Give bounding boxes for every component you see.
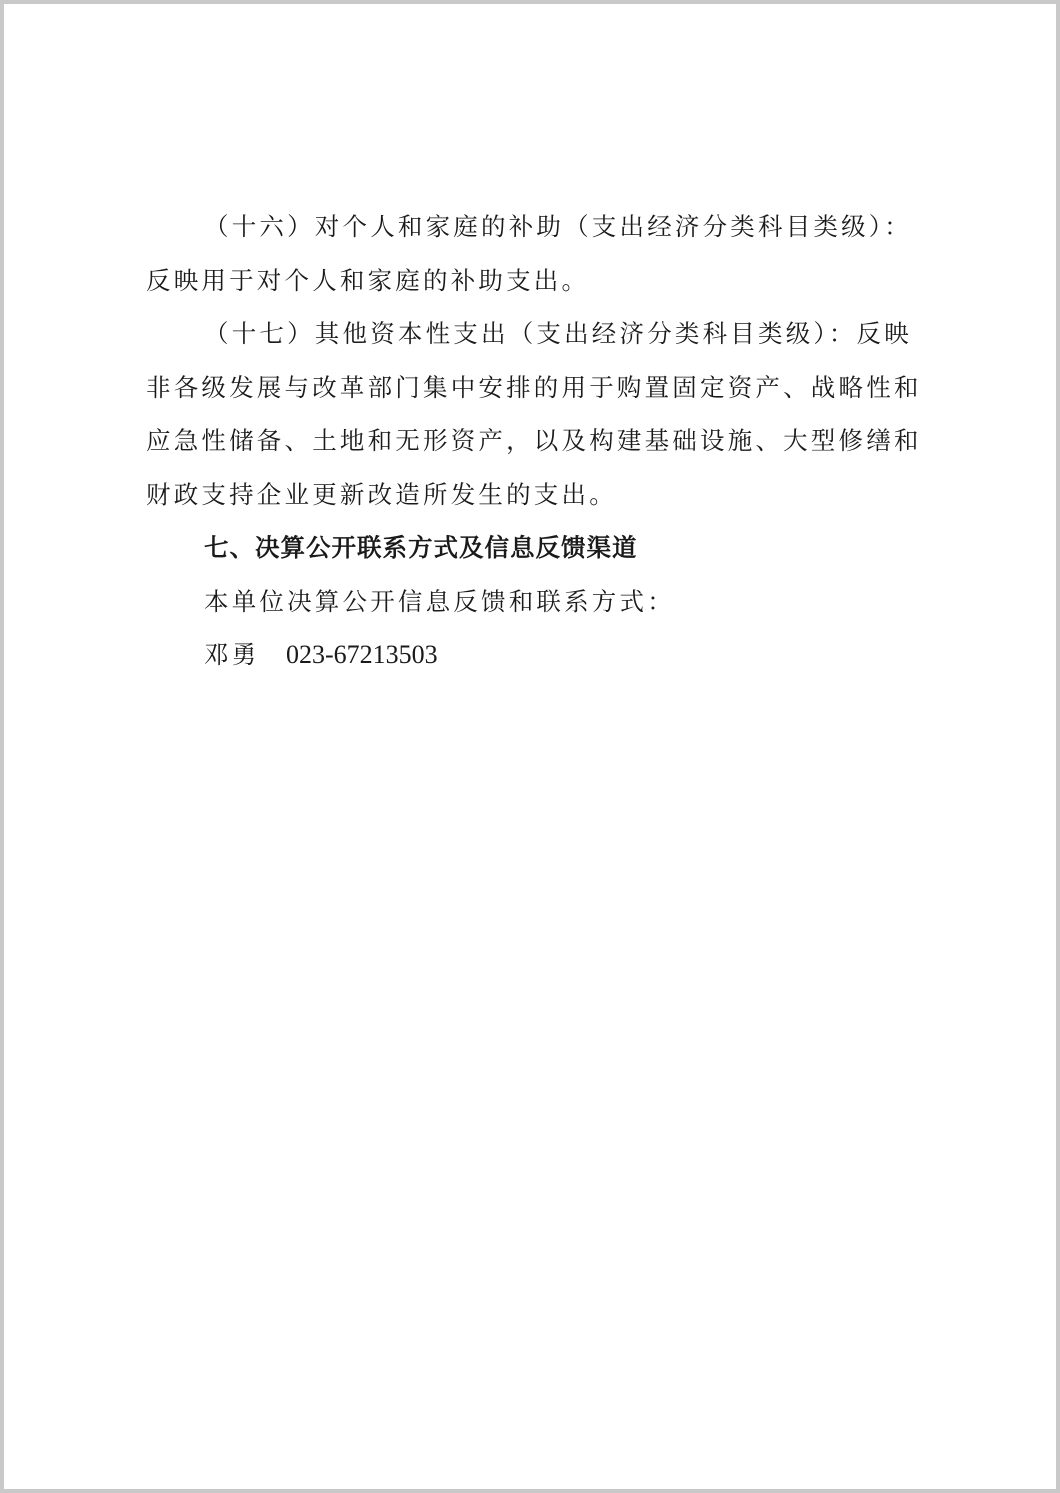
- section-7-heading: 七、决算公开联系方式及信息反馈渠道: [204, 533, 638, 562]
- paragraph-17-line-2: 非各级发展与改革部门集中安排的用于购置固定资产、战略性和: [146, 372, 922, 402]
- document-body: [146, 200, 926, 682]
- paragraph-16-line-2: 反映用于对个人和家庭的补助支出。: [146, 265, 590, 295]
- section-7-intro: 本单位决算公开信息反馈和联系方式：: [204, 586, 675, 616]
- contact-name: 邓勇: [204, 640, 260, 669]
- paragraph-17-line-3: 应急性储备、土地和无形资产，以及构建基础设施、大型修缮和: [146, 426, 922, 455]
- paragraph-17-line-4: 财政支持企业更新改造所发生的支出。: [146, 479, 617, 509]
- contact-line: [146, 628, 926, 682]
- paragraph-16-line-1: （十六）对个人和家庭的补助（支出经济分类科目类级）：: [204, 212, 912, 241]
- paragraph-17-line-1: （十七）其他资本性支出（支出经济分类科目类级）：反映: [204, 319, 912, 348]
- contact-phone: 023-67213503: [286, 640, 438, 669]
